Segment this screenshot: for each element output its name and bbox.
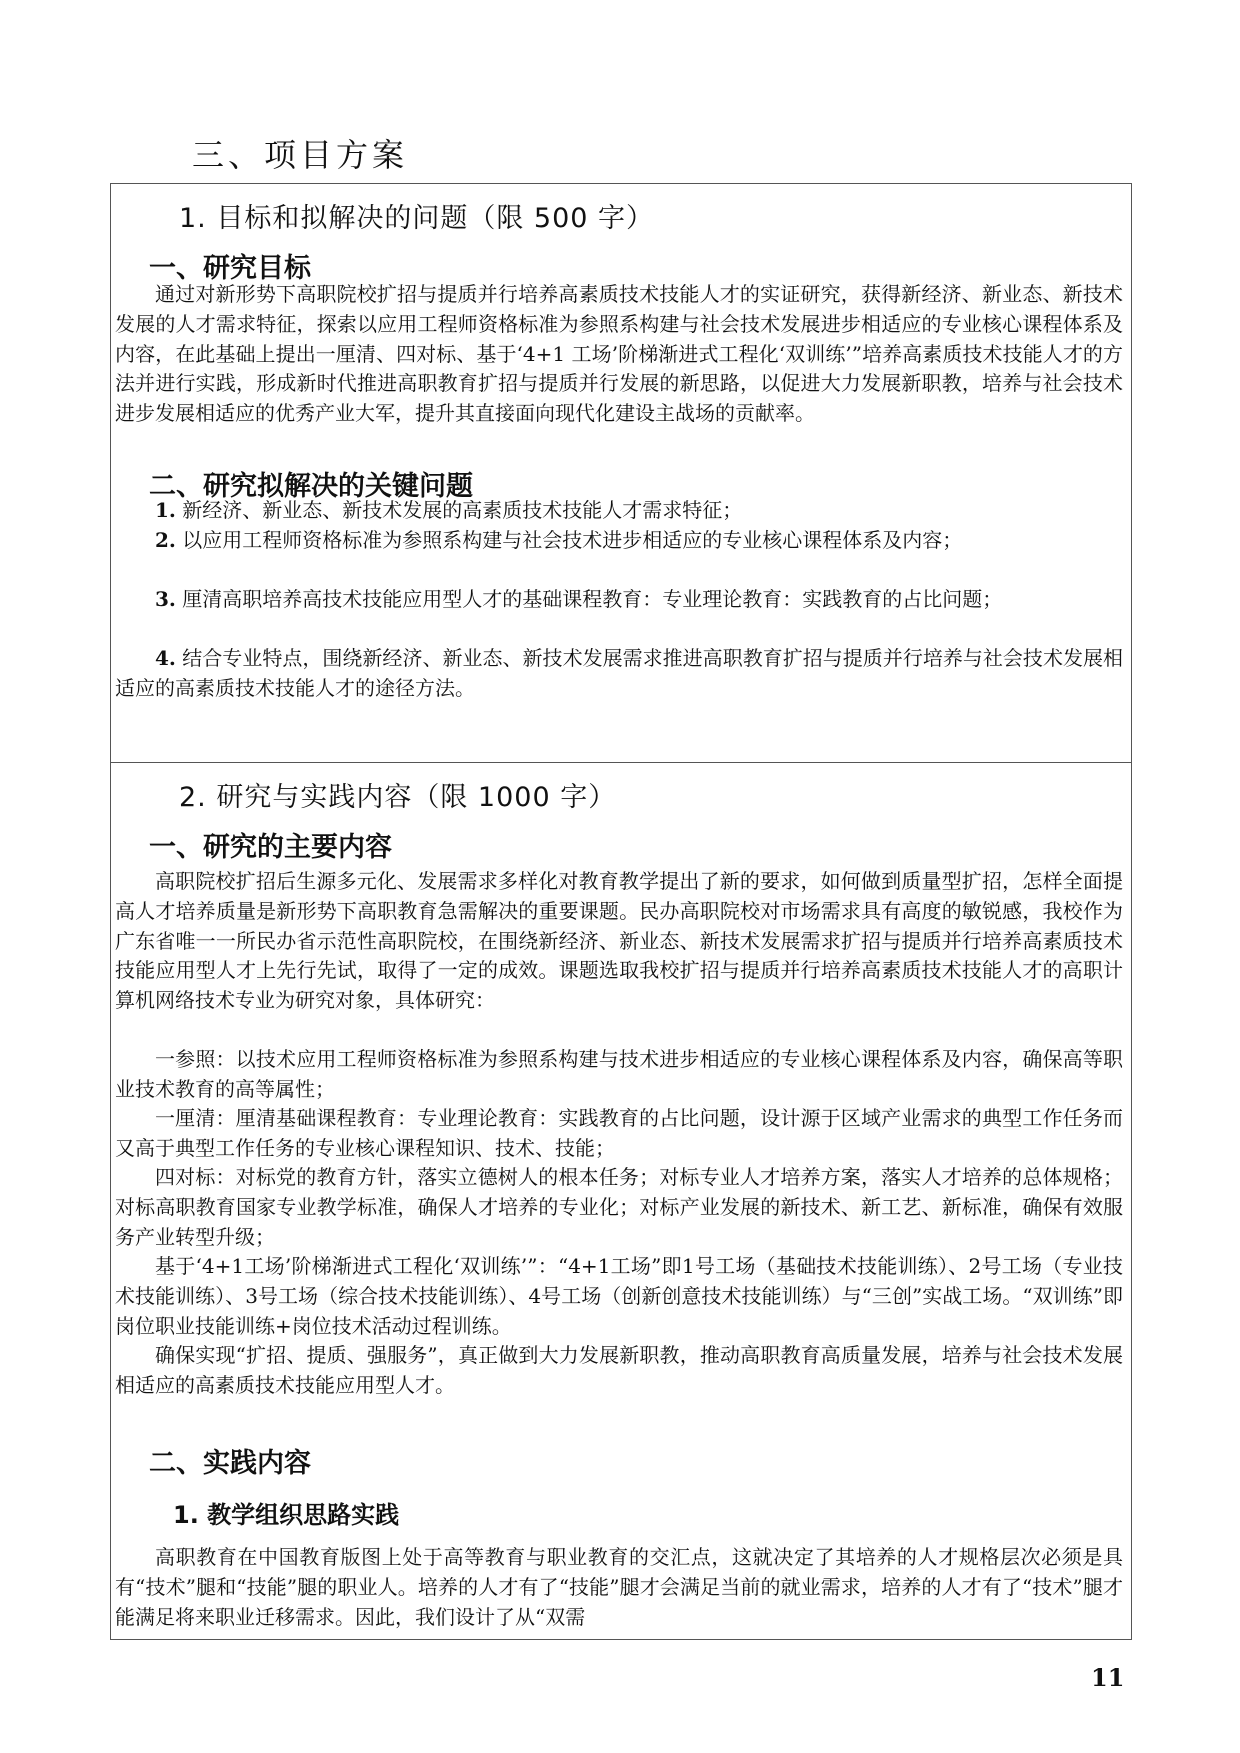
page-number: 11 <box>1091 1663 1125 1692</box>
key-problem-number: 1. <box>155 498 176 522</box>
key-problem-number: 2. <box>155 528 176 552</box>
key-problem-text: 新经济、新业态、新技术发展的高素质技术技能人才需求特征； <box>182 498 743 522</box>
research-practice-box <box>110 762 1132 1640</box>
main-content-heading: 一、研究的主要内容 <box>149 832 392 863</box>
practice-text: 高职教育在中国教育版图上处于高等教育与职业教育的交汇点，这就决定了其培养的人才规格层次必须是具有“技术”腿和“技能”腿的职业人。培养的人才有了“技能”腿才会满足当前的就业需求，培养的人才有了“技术”腿才能满足将来职业迁移需求。因此，我们设计了从“双需 <box>115 1545 1123 1629</box>
goals-problems-box <box>110 183 1132 763</box>
key-problem-text: 结合专业特点，围绕新经济、新业态、新技术发展需求推进高职教育扩招与提质并行培养与社会技术发展相适应的高素质技术技能人才的途径方法。 <box>115 646 1123 700</box>
research-goal-heading: 一、研究目标 <box>149 253 311 284</box>
key-problem-number: 4. <box>155 646 176 670</box>
main-content-paragraph: 确保实现“扩招、提质、强服务”，真正做到大力发展新职教，推动高职教育高质量发展，培养与社会技术发展相适应的高素质技术技能应用型人才。 <box>115 1343 1123 1397</box>
practice-heading: 二、实践内容 <box>149 1448 311 1479</box>
research-goal-text: 通过对新形势下高职院校扩招与提质并行培养高素质技术技能人才的实证研究，获得新经济、新业态、新技术发展的人才需求特征，探索以应用工程师资格标准为参照系构建与社会技术发展进步相适应的专业核心课程体系及内容，在此基础上提出一厘清、四对标、基于‘4+1 工场’阶梯渐进式工程化‘双训练’”培养高素质技术技能人才的方法并进行实践，形成新时代推进高职教育扩招与提质并行发展的新思路，以促进大力发展新职教，培养与社会技术进步发展相适应的优秀产业大军，提升其直接面向现代化建设主战场的贡献率。 <box>115 282 1123 426</box>
key-problem-text: 以应用工程师资格标准为参照系构建与社会技术进步相适应的专业核心课程体系及内容； <box>182 528 963 552</box>
page-title: 三、项目方案 <box>192 136 409 174</box>
main-content-paragraph: 四对标：对标党的教育方针，落实立德树人的根本任务；对标专业人才培养方案，落实人才培养的总体规格；对标高职教育国家专业教学标准，确保人才培养的专业化；对标产业发展的新技术、新工艺、新标准，确保有效服务产业转型升级； <box>115 1165 1123 1249</box>
main-content-paragraph: 基于‘4+1工场’阶梯渐进式工程化‘双训练’”：“4+1工场”即1号工场（基础技术技能训练）、2号工场（专业技术技能训练）、3号工场（综合技术技能训练）、4号工场（创新创意技术技能训练）与“三创”实战工场。“双训练”即岗位职业技能训练+岗位技术活动过程训练。 <box>115 1254 1123 1338</box>
key-problem-item <box>115 496 1123 526</box>
key-problem-number: 3. <box>155 587 176 611</box>
key-problem-item <box>115 644 1123 703</box>
goals-section-heading: 1. 目标和拟解决的问题（限 500 字） <box>179 203 655 234</box>
key-problems-heading: 二、研究拟解决的关键问题 <box>149 471 473 502</box>
main-content-paragraph: 一厘清：厘清基础课程教育：专业理论教育：实践教育的占比问题，设计源于区域产业需求的典型工作任务而又高于典型工作任务的专业核心课程知识、技术、技能； <box>115 1106 1123 1160</box>
practice-sub-heading: 1. 教学组织思路实践 <box>173 1501 400 1529</box>
research-practice-heading: 2. 研究与实践内容（限 1000 字） <box>179 782 617 813</box>
key-problem-item <box>115 526 1123 556</box>
key-problem-item <box>115 585 1123 615</box>
main-content-paragraph: 一参照：以技术应用工程师资格标准为参照系构建与技术进步相适应的专业核心课程体系及内容，确保高等职业技术教育的高等属性； <box>115 1047 1123 1101</box>
main-content-paragraph: 高职院校扩招后生源多元化、发展需求多样化对教育教学提出了新的要求，如何做到质量型扩招，怎样全面提高人才培养质量是新形势下高职教育急需解决的重要课题。民办高职院校对市场需求具有高度的敏锐感，我校作为广东省唯一一所民办省示范性高职院校，在围绕新经济、新业态、新技术发展需求扩招与提质并行培养高素质技术技能应用型人才上先行先试，取得了一定的成效。课题选取我校扩招与提质并行培养高素质技术技能人才的高职计算机网络技术专业为研究对象，具体研究： <box>115 869 1123 1013</box>
key-problem-text: 厘清高职培养高技术技能应用型人才的基础课程教育：专业理论教育：实践教育的占比问题； <box>182 587 1003 611</box>
